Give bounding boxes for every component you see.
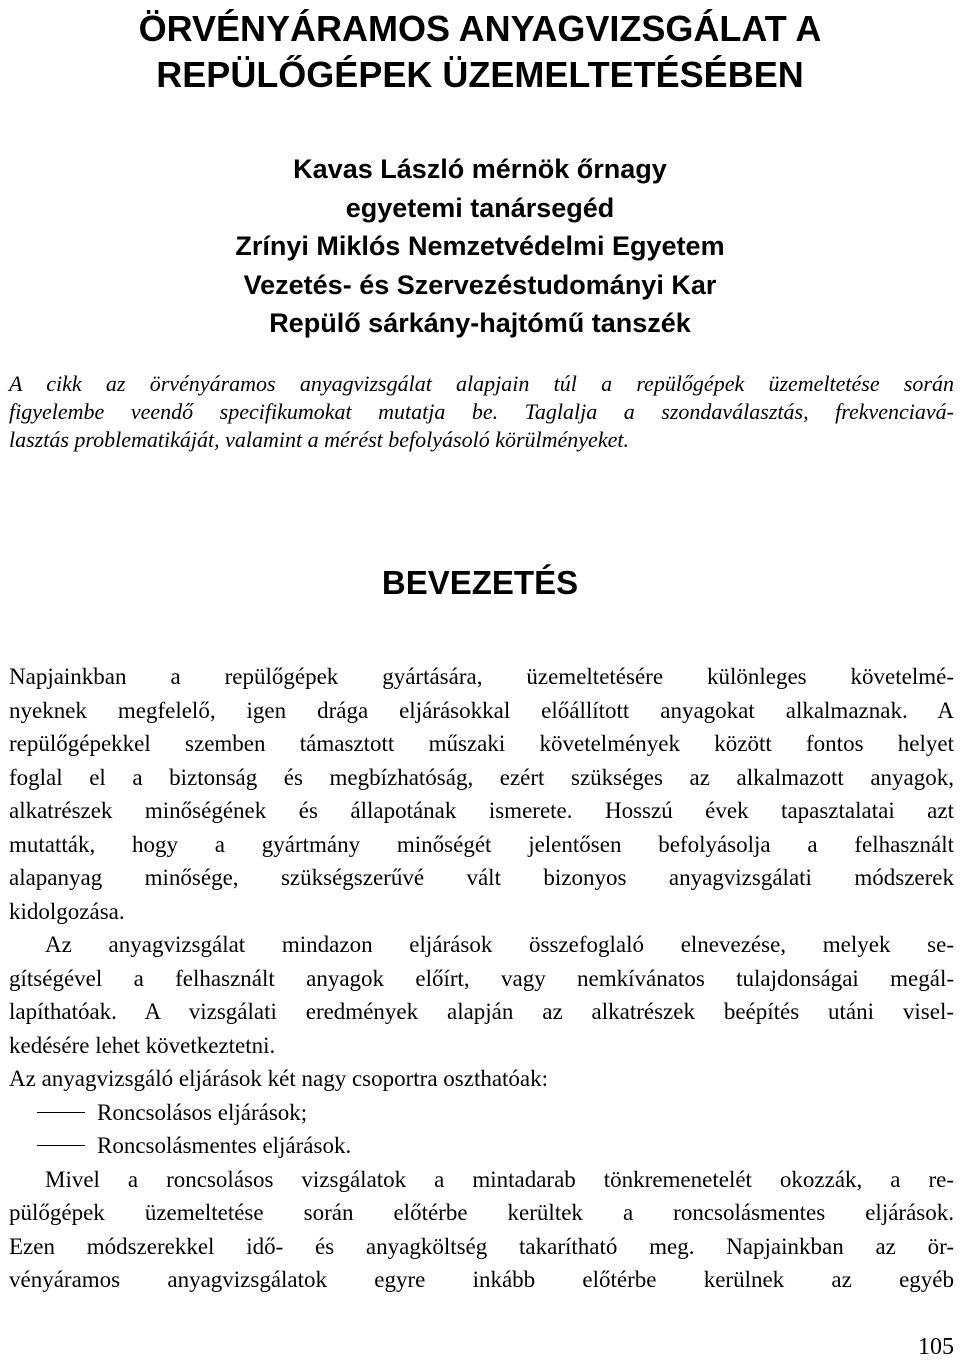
text-line: vényáramos anyagvizsgálatok egyre inkább előtérbe kerülnek az egyéb — [9, 1267, 954, 1292]
abstract — [9, 370, 954, 454]
text-line: Napjainkban a repülőgépek gyártására, üzemeltetésére különleges követelmé- — [9, 664, 954, 689]
list-item-label: Roncsolásos eljárások; — [97, 1099, 308, 1125]
paragraph — [9, 1062, 954, 1096]
author-university: Zrínyi Miklós Nemzetvédelmi Egyetem — [235, 231, 725, 261]
page-number: 105 — [918, 1334, 954, 1360]
section-heading: BEVEZETÉS — [381, 564, 579, 601]
text-line: foglal el a biztonság és megbízhatóság, ezért szükséges az alkalmazott anyagok, — [9, 764, 954, 790]
paragraph — [9, 928, 954, 1062]
list-item — [9, 1129, 954, 1163]
text-line: gítségével a felhasznált anyagok előírt, vagy nemkívánatos tulajdonságai megál- — [9, 965, 954, 991]
text-line: Ezen módszerekkel idő- és anyagköltség takarítható meg. Napjainkban az ör- — [9, 1233, 954, 1259]
body-text — [9, 660, 954, 1297]
dash-bullet-icon — [37, 1112, 85, 1113]
text-line: kedésére lehet következtetni. — [9, 1032, 276, 1058]
abstract-line: A cikk az örvényáramos anyagvizsgálat alapjain túl a repülőgépek üzemeltetése során — [9, 371, 954, 396]
title-line-1: ÖRVÉNYÁRAMOS ANYAGVIZSGÁLAT A — [138, 8, 822, 49]
author-block — [0, 150, 960, 343]
bullet-list — [9, 1096, 954, 1163]
abstract-line: lasztás problematikáját, valamint a mérést befolyásoló körülményeket. — [9, 427, 629, 452]
text-line: repülőgépekkel szemben támasztott műszaki követelmények között fontos helyet — [9, 731, 954, 756]
list-item-label: Roncsolásmentes eljárások. — [97, 1133, 352, 1158]
text-line: kidolgozása. — [9, 898, 125, 924]
text-line: Az anyagvizsgálat mindazon eljárások összefoglaló elnevezése, melyek se- — [45, 932, 954, 957]
author-position: egyetemi tanársegéd — [345, 192, 615, 223]
text-line: mutatták, hogy a gyártmány minőségét jelentősen befolyásolja a felhasznált — [9, 831, 954, 857]
author-name: Kavas László mérnök őrnagy — [293, 154, 667, 184]
text-line: pülőgépek üzemeltetése során előtérbe kerültek a roncsolásmentes eljárások. — [9, 1200, 954, 1225]
paragraph — [9, 660, 954, 928]
article-title — [0, 6, 960, 98]
text-line: lapíthatóak. A vizsgálati eredmények alapján az alkatrészek beépítés utáni visel- — [9, 999, 954, 1024]
paragraph — [9, 1163, 954, 1297]
text-line: nyeknek megfelelő, igen drága eljárásokkal előállított anyagokat alkalmaznak. A — [9, 697, 954, 723]
abstract-line: figyelembe veendő specifikumokat mutatja be. Taglalja a szondaválasztás, frekvenciavá- — [9, 399, 954, 424]
text-line: alapanyag minősége, szükségszerűvé vált bizonyos anyagvizsgálati módszerek — [9, 865, 954, 890]
text-line: alkatrészek minőségének és állapotának ismerete. Hosszú évek tapasztalatai azt — [9, 798, 954, 823]
text-line: Mivel a roncsolásos vizsgálatok a mintadarab tönkremenetelét okozzák, a re- — [45, 1166, 954, 1192]
author-department: Repülő sárkány-hajtómű tanszék — [269, 308, 691, 338]
title-line-2: REPÜLŐGÉPEK ÜZEMELTETÉSÉBEN — [156, 54, 804, 95]
text-line: Az anyagvizsgáló eljárások két nagy csoportra oszthatóak: — [9, 1066, 549, 1091]
dash-bullet-icon — [37, 1145, 85, 1146]
author-faculty: Vezetés- és Szervezéstudományi Kar — [243, 269, 717, 300]
list-item — [9, 1096, 954, 1130]
